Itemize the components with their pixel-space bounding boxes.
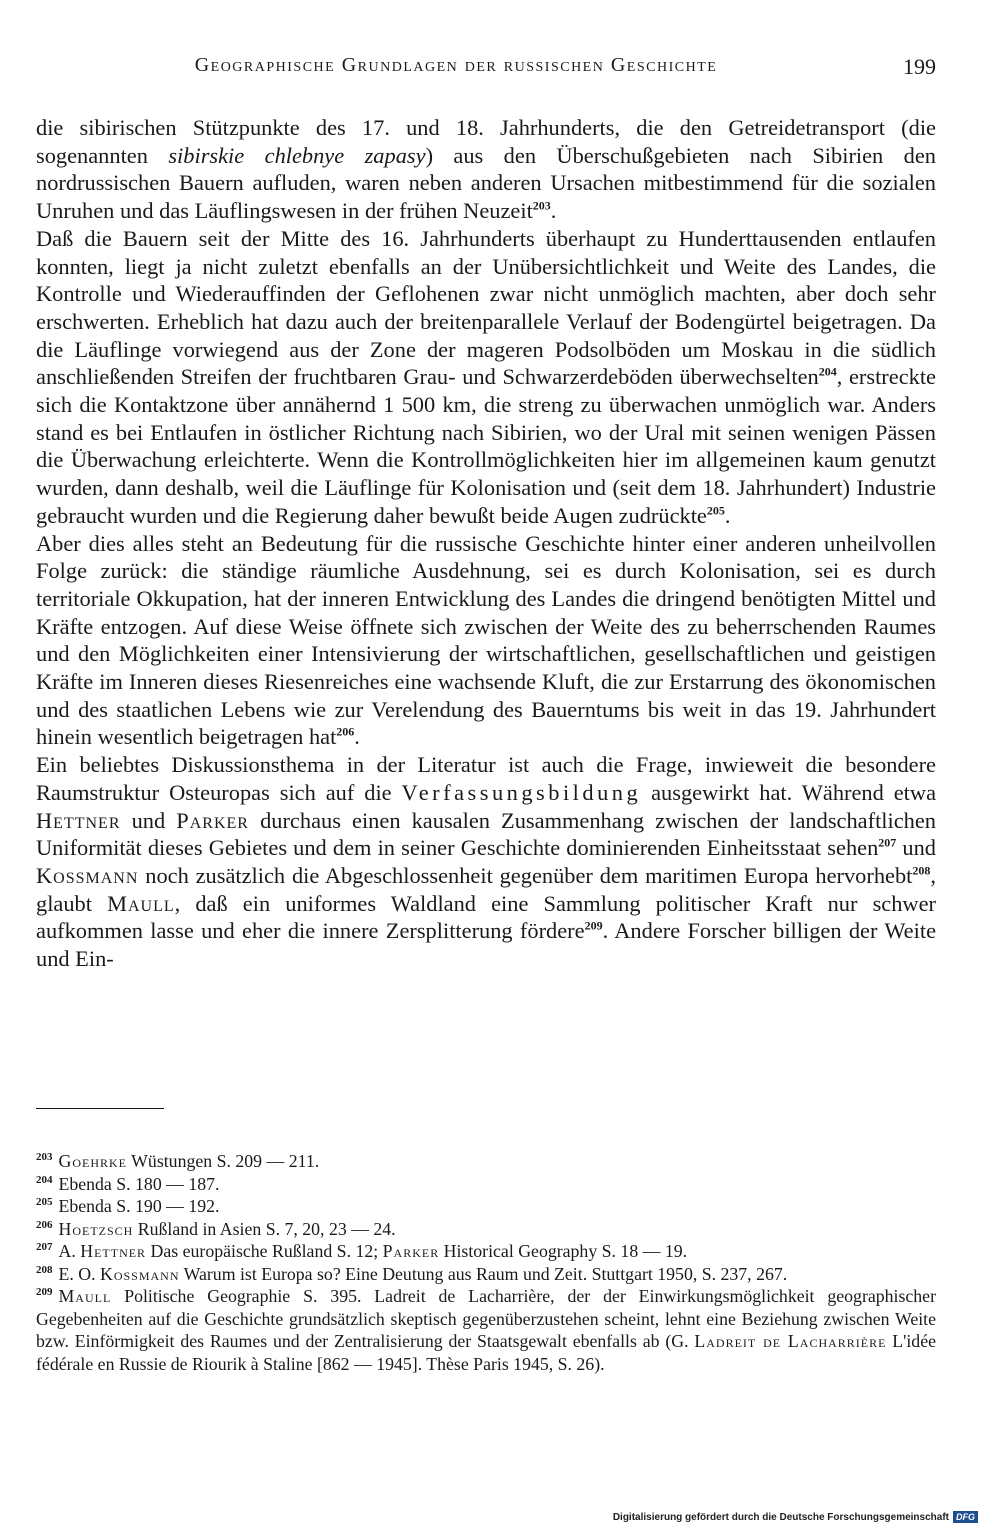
footnote-number: 204 (36, 1173, 53, 1186)
italic-term: sibirskie chlebnye zapasy (168, 142, 426, 168)
author-name: Maull (107, 890, 175, 916)
footnote-number: 205 (36, 1196, 53, 1209)
footnote-206: $^{206}$ Hoetzsch Rußland in Asien S. 7, 20, 23 — 24. (36, 1218, 396, 1239)
footnote-ref[interactable]: 205 (706, 503, 725, 518)
footnote-number: 206 (36, 1218, 53, 1231)
footnote-number: 208 (36, 1263, 53, 1276)
paragraph-4: Ein beliebtes Diskussionsthema in der Literatur ist auch die Frage, inwieweit die besondere Raumstruktur Osteuropas sich auf die Verfassungsbildung ausgewirkt hat. Während etwa Hettner und Parker durchaus einen kausalen Zusammenhang zwischen der landschaftlichen Uniformität dieses Gebietes und dem in seiner Geschichte dominierenden Einheitsstaat sehen$^{207}$ und Kossmann noch zusätzlich die Abgeschlossenheit gegenüber dem maritimen Europa hervorhebt$^{208}$, glaubt Maull, daß ein uniformes Waldland eine Sammlung politischer Kraft nur schwer aufkommen lasse und eher die innere Zersplitterung fördere$^{209}$. Andere Forscher billigen der Weite und Ein- (36, 752, 937, 972)
footnote-number: 209 (36, 1286, 53, 1299)
running-title: Geographische Grundlagen der russischen Geschichte (194, 54, 718, 76)
footnotes (36, 1150, 936, 1375)
digitization-text: Digitalisierung gefördert durch die Deutsche Forschungsgemeinschaft (612, 1511, 949, 1523)
footnote-number: 207 (36, 1241, 53, 1254)
page-header (36, 54, 936, 84)
footnote-ref[interactable]: 208 (912, 863, 931, 878)
author-name: Parker (176, 807, 249, 833)
author-name: Kossmann (36, 862, 139, 888)
footnote-divider (36, 1108, 164, 1109)
footnote-ref[interactable]: 209 (584, 918, 603, 933)
spaced-term: Verfassungsbildung (401, 779, 642, 805)
footnote-203: $^{203}$ Goehrke Wüstungen S. 209 — 211. (36, 1151, 320, 1171)
author-name: Hettner (36, 807, 121, 833)
body-text (36, 114, 936, 973)
footnote-205: $^{205}$ Ebenda S. 190 — 192. (36, 1196, 220, 1216)
digitization-note (613, 1511, 978, 1523)
footnote-ref[interactable]: 207 (878, 835, 897, 850)
footnote-number: 203 (36, 1151, 53, 1164)
page-number: 199 (903, 54, 936, 79)
footnote-204: $^{204}$ Ebenda S. 180 — 187. (36, 1173, 220, 1194)
footnote-ref[interactable]: 204 (818, 364, 837, 379)
footnote-209: $^{209}$ Maull Politische Geographie S. 395. Ladreit de Lacharrière, der der Einwirkungsmöglichkeit geographischer Gegebenheiten auf die Geschichte grundsätzlich skeptisch gegenüberzustehen scheint, lehnt eine Beziehung zwischen Weite bzw. Einförmigkeit des Raumes und der Zentralisierung der Staatsgewalt ebenfalls ab (G. Ladreit de Lacharrière L'idée fédérale en Russie de Riourik à Staline [862 — 1945]. Thèse Paris 1945, S. 26). (36, 1286, 936, 1374)
footnote-ref[interactable]: 203 (532, 198, 551, 213)
footnote-ref[interactable]: 206 (336, 725, 355, 739)
dfg-logo-icon: DFG (953, 1511, 978, 1523)
paragraph-1: die sibirischen Stützpunkte des 17. und 18. Jahrhunderts, die den Getreidetransport (die sogenannten sibirskie chlebnye zapasy) aus den Überschußgebieten nach Sibirien den nordrussischen Bauern aufluden, waren neben anderen Ursachen mitbestimmend für die sozialen Unruhen und das Läuflingswesen in der frühen Neuzeit$^{203}$. (36, 115, 936, 224)
footnote-207: $^{207}$ A. Hettner Das europäische Rußland S. 12; Parker Historical Geography S. 18 — 19. (36, 1241, 688, 1261)
paragraph-2: Daß die Bauern seit der Mitte des 16. Jahrhunderts überhaupt zu Hunderttausenden entlaufen konnten, liegt ja nicht zuletzt ebenfalls an der Unübersichtlichkeit und Weite des Landes, die Kontrolle und Wiederauffinden der Geflohenen zwar nicht unmöglich machten, aber doch sehr erschwerten. Erheblich hat dazu auch der breitenparallele Verlauf der Bodengürtel beigetragen. Da die Läuflinge vorwiegend aus der Zone der mageren Podsolböden um Moskau in die südlich anschließenden Streifen der fruchtbaren Grau- und Schwarzerdeböden überwechselten$^{204}$, erstreckte sich die Kontaktzone über annähernd 1 500 km, die streng zu überwachen unmöglich war. Anders stand es bei Entlaufen in östlicher Richtung nach Sibirien, wo der Ural mit seinen wenigen Pässen die Überwachung erleichterte. Wenn die Kontrollmöglichkeiten hier im allgemeinen kaum genutzt wurden, dann deshalb, weil die Läuflinge für Kolonisation und (seit dem 18. Jahrhundert) Industrie gebraucht wurden und die Regierung daher bewußt beide Augen zudrückte$^{205}$. (36, 225, 936, 528)
paragraph-3: Aber dies alles steht an Bedeutung für die russische Geschichte hinter einer anderen unheilvollen Folge zurück: die ständige räumliche Ausdehnung, sei es durch Kolonisation, sei es durch territoriale Okkupation, hat der inneren Entwicklung des Landes die dringend benötigten Mittel und Kräfte entzogen. Auf diese Weise öffnete sich zwischen der Weite des zu beherrschenden Raumes und den Möglichkeiten einer Intensivierung der wirtschaftlichen, gesellschaftlichen und geistigen Kräfte im Inneren dieses Riesenreiches eine wachsende Kluft, die zur Erstarrung des ökonomischen und des staatlichen Lebens wie zur Verelendung des Bauerntums bis weit in das 19. Jahrhundert hinein wesentlich beigetragen hat$^{206}$. (36, 530, 936, 750)
footnote-208: $^{208}$ E. O. Kossmann Warum ist Europa so? Eine Deutung aus Raum und Zeit. Stuttgart 1950, S. 237, 267. (36, 1263, 788, 1284)
